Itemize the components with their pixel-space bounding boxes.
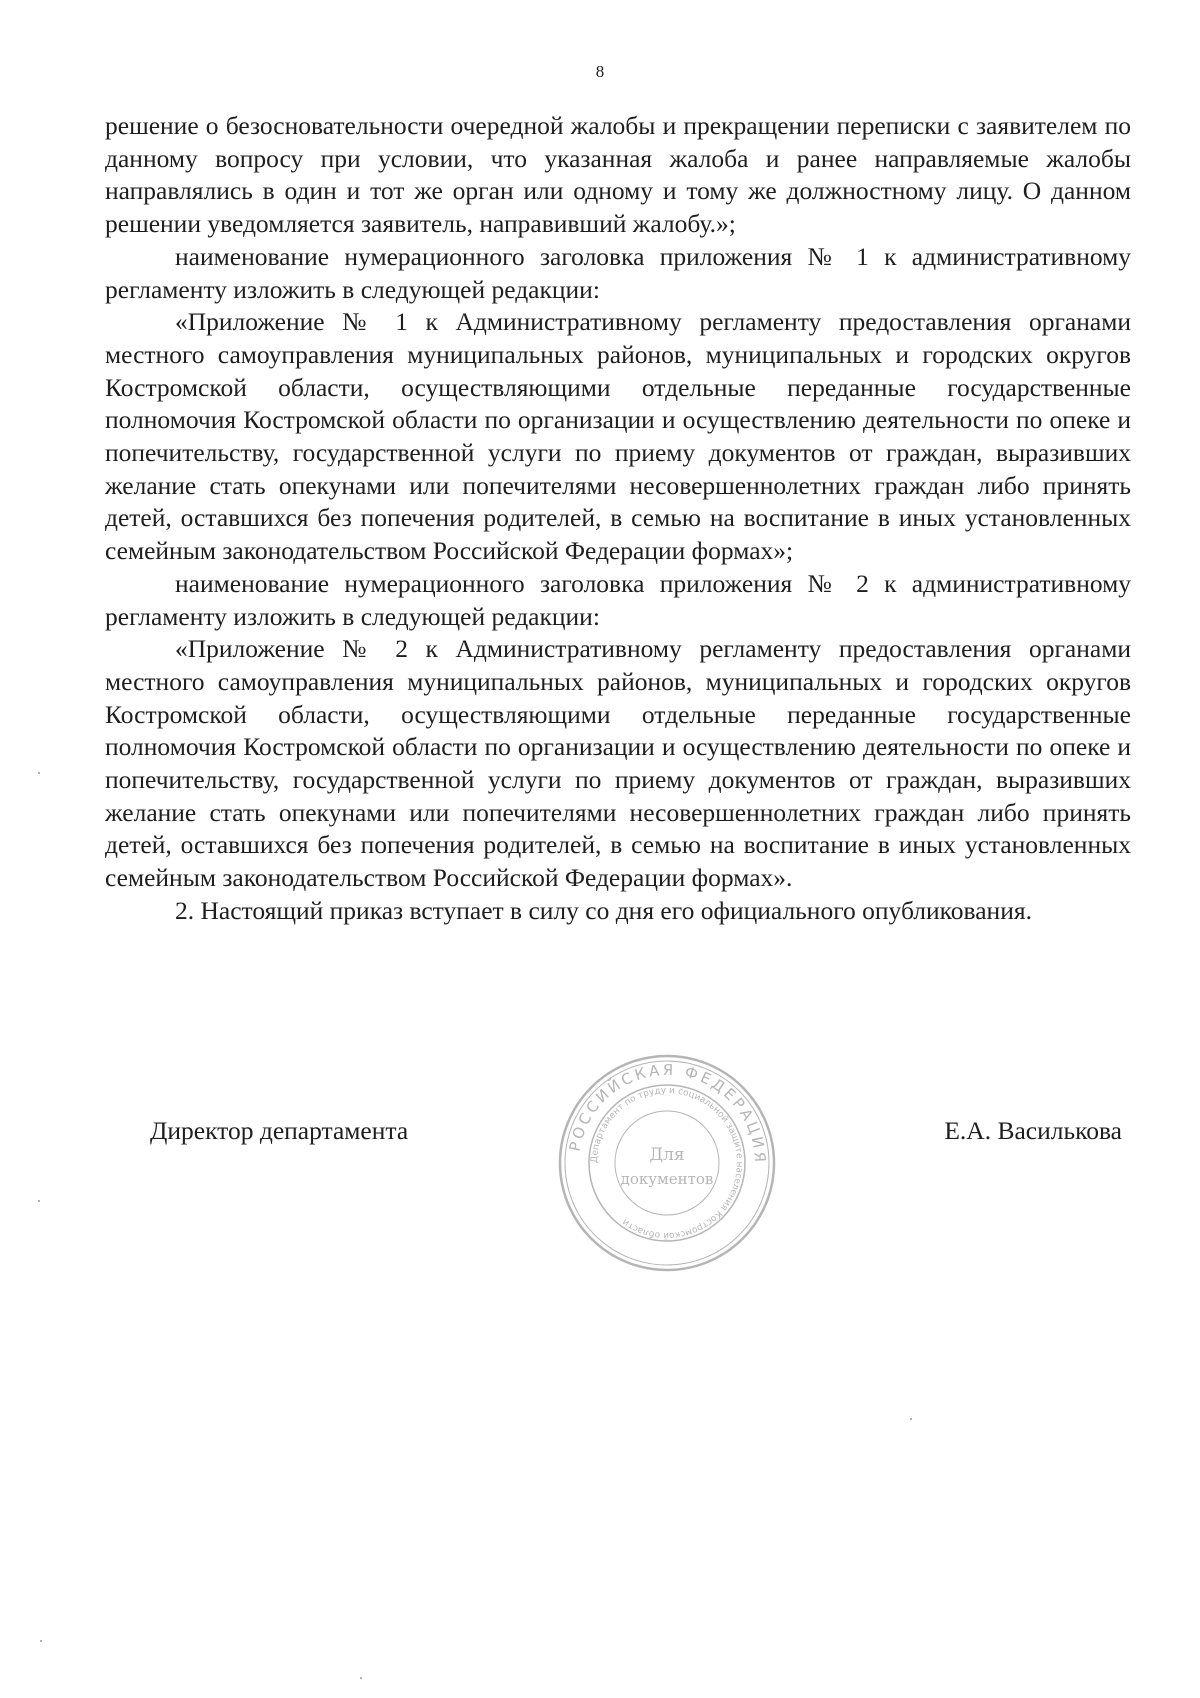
signatory-title: Директор департамента (150, 1116, 409, 1145)
document-body (105, 110, 1131, 928)
paragraph-effective-date: 2. Настоящий приказ вступает в силу со дня его официального опубликования. (175, 895, 1032, 925)
paragraph-complaint-decision: решение о безосновательности очередной жалобы и прекращении переписки с заявителем по данному вопросу при условии, что указанная жалоба и ранее направляемые жалобы направлялись в один и тот же орган или одному и тому же должностному лицу. О данном решении уведомляется заявитель, направивший жалобу.»; (105, 111, 1131, 239)
signatory-name: Е.А. Василькова (944, 1116, 1122, 1145)
scan-speck (360, 1677, 362, 1679)
scan-speck (40, 1640, 42, 1642)
paragraph-appendix-2-title: «Приложение № 2 к Административному регламенту предоставления органами местного самоуправления муниципальных районов, муниципальных и городских округов Костромской области, осуществляющими отдельные переданные государственные полномочия Костромской области по организации и осуществлению деятельности по опеке и попечительству, государственной услуги по приему документов от граждан, выразивших желание стать опекунами или попечителями несовершеннолетних граждан либо принять детей, оставшихся без попечения родителей, в семью на воспитание в иных установленных семейным законодательством Российской Федерации формах». (105, 634, 1131, 893)
scan-speck (38, 1200, 40, 1202)
page-number: 8 (595, 62, 605, 81)
paragraph-appendix-1-title: «Приложение № 1 к Административному регламенту предоставления органами местного самоуправления муниципальных районов, муниципальных и городских округов Костромской области, осуществляющими отдельные переданные государственные полномочия Костромской области по организации и осуществлению деятельности по опеке и попечительству, государственной услуги по приему документов от граждан, выразивших желание стать опекунами или попечителями несовершеннолетних граждан либо принять детей, оставшихся без попечения родителей, в семью на воспитание в иных установленных семейным законодательством Российской Федерации формах»; (105, 307, 1131, 566)
seal-center-line-2: документов (620, 1170, 714, 1188)
paragraph-appendix-1-instruction: наименование нумерационного заголовка приложения № 1 к административному регламенту изложить в следующей редакции: (105, 241, 1131, 304)
scan-speck (38, 772, 40, 774)
seal-center-line-1: Для (649, 1145, 685, 1165)
seal-inner-text: Департамент по труду и социальной защите населения Костромской области (589, 1085, 745, 1241)
scan-speck (910, 1418, 912, 1420)
seal-outer-text: РОССИЙСКАЯ ФЕДЕРАЦИЯ (565, 1060, 770, 1166)
paragraph-appendix-2-instruction: наименование нумерационного заголовка приложения № 2 к административному регламенту изложить в следующей редакции: (105, 568, 1131, 631)
official-seal (555, 1048, 780, 1278)
